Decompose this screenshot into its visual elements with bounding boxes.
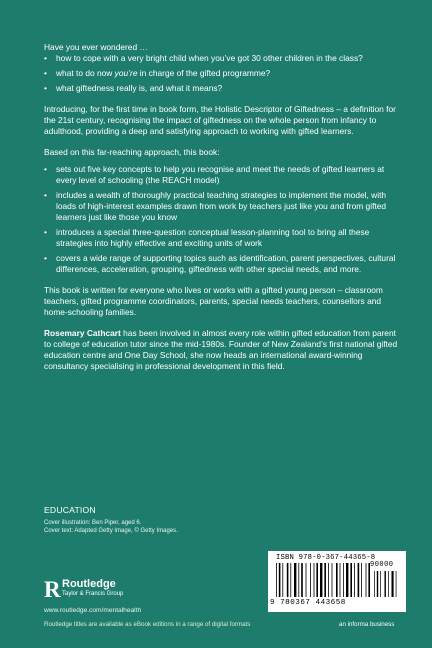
question-emphasis: you’re [114, 68, 138, 78]
barcode-panel [268, 551, 406, 612]
publisher-name: Routledge [62, 578, 116, 590]
isbn-label: ISBN 978-0-367-44365-8 [276, 554, 376, 562]
addon-digits: 90000 [370, 561, 394, 569]
question-item: • how to cope with a very bright child when you’ve got 30 other children in the class? [44, 53, 404, 64]
publisher-tagline: Taylor & Francis Group [62, 591, 124, 597]
feature-item: • covers a wide range of supporting topics such as identification, parent perspectives, cultural differences, acceleration, grouping, giftedness with other special needs, and more. [44, 253, 404, 275]
publisher-logo [44, 578, 164, 602]
question-list [44, 53, 404, 94]
author-paragraph [44, 328, 404, 372]
author-bio: has been involved in almost every role within gifted education from parent to college of education tutor since the mid-1980s. Founder of New Zealand’s first national gifted education centre and One Day School, she now heads an international award-winning consultancy specialising in professional development in this field. [44, 328, 398, 371]
text-credit: Cover text: Adapted Getty Image, © Getty Images. [44, 528, 178, 534]
audience-paragraph: This book is written for everyone who lives or works with a gifted young person – classroom teachers, gifted programme coordinators, parents, special needs teachers, counsellors and home-schooling families. [44, 285, 383, 317]
cover-credits [44, 519, 178, 535]
feature-item: • sets out five key concepts to help you recognise and meet the needs of gifted learners at every level of schooling (the REACH model) [44, 164, 404, 186]
approach-paragraph: Based on this far-reaching approach, this book: [44, 147, 220, 157]
ean-digits [270, 561, 394, 607]
category-label: EDUCATION [44, 505, 96, 515]
feature-item: • includes a wealth of thoroughly practical teaching strategies to implement the model, with loads of high-interest examples drawn from work by teachers just like you and from gifted learners just like those you know [44, 190, 404, 223]
question-item [44, 68, 404, 79]
routledge-r-icon: R [44, 577, 61, 602]
back-cover-text [44, 42, 404, 372]
question-item: • what giftedness really is, and what it means? [44, 83, 404, 94]
introducing-paragraph: Introducing, for the first time in book form, the Holistic Descriptor of Giftedness – a definition for the 21st century, recognising the impact of giftedness on the whole person from infancy to adulthood, providing a deep and satisfying approach to working with gifted learners. [44, 104, 396, 136]
author-name: Rosemary Cathcart [44, 328, 121, 338]
publisher-url: www.routledge.com/mentalhealth [44, 607, 142, 614]
informa-label: an informa business [339, 621, 395, 628]
feature-item: • introduces a special three-question conceptual lesson-planning tool to bring all these strategies into highly effective and exciting units of work [44, 227, 404, 249]
question-prefix: what to do now [56, 68, 115, 78]
question-suffix: in charge of the gifted programme? [137, 68, 271, 78]
ebook-note: Routledge titles are available as eBook editions in a range of digital formats [44, 621, 251, 628]
ean-number: 9 780367 443658 [270, 599, 346, 607]
illustration-credit: Cover illustration: Ben Piper, aged 6. [44, 520, 142, 526]
feature-list [44, 164, 404, 275]
intro-line: Have you ever wondered … [44, 42, 148, 52]
